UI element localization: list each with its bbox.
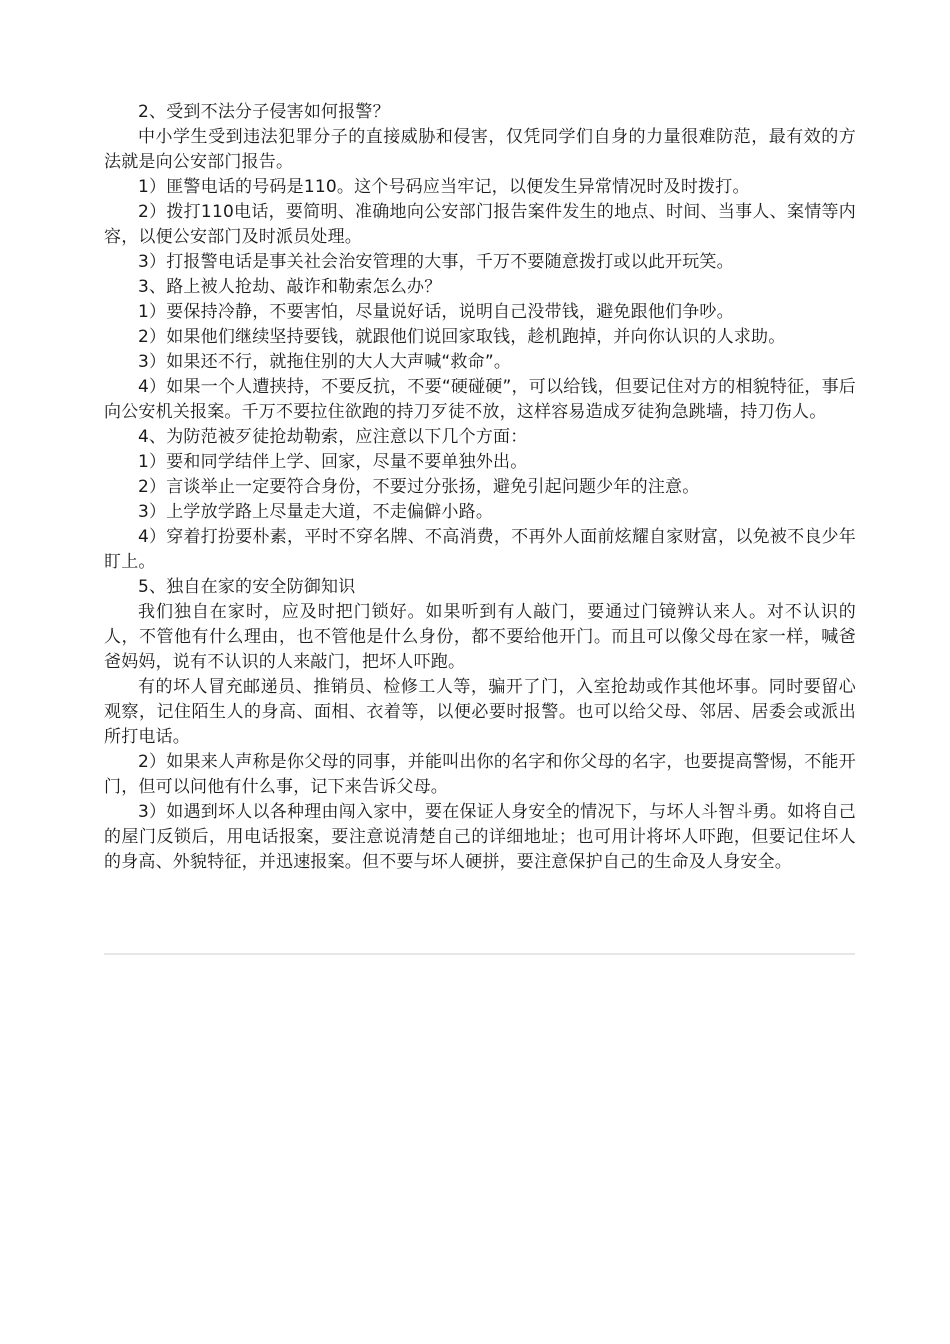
document-body	[104, 100, 856, 875]
page-divider	[104, 953, 855, 955]
list-item: 2）言谈举止一定要符合身份，不要过分张扬，避免引起问题少年的注意。	[138, 477, 700, 497]
list-item: 3）如遇到坏人以各种理由闯入家中，要在保证人身安全的情况下，与坏人斗智斗勇。如将自己的屋门反锁后，用电话报案，要注意说清楚自己的详细地址；也可用计将坏人吓跑，但要记住坏人的身高、外貌特征，并迅速报案。但不要与坏人硬拼，要注意保护自己的生命及人身安全。	[104, 802, 856, 872]
paragraph: 中小学生受到违法犯罪分子的直接威胁和侵害，仅凭同学们自身的力量很难防范，最有效的方法就是向公安部门报告。	[104, 127, 856, 172]
section-heading-robbery: 3、路上被人抢劫、敲诈和勒索怎么办？	[138, 277, 442, 297]
section-heading-prevention: 4、为防范被歹徒抢劫勒索，应注意以下几个方面：	[138, 427, 528, 447]
list-item: 2）如果来人声称是你父母的同事，并能叫出你的名字和你父母的名字，也要提高警惕，不能开门，但可以问他有什么事，记下来告诉父母。	[104, 752, 856, 797]
list-item: 3）上学放学路上尽量走大道，不走偏僻小路。	[138, 502, 494, 522]
list-item: 3）如果还不行，就拖住别的大人大声喊“救命”。	[138, 352, 512, 372]
section-heading-home-alone: 5、独自在家的安全防御知识	[138, 577, 356, 597]
paragraph: 有的坏人冒充邮递员、推销员、检修工人等，骗开了门，入室抢劫或作其他坏事。同时要留心观察，记住陌生人的身高、面相、衣着等，以便必要时报警。也可以给父母、邻居、居委会或派出所打电话。	[104, 677, 856, 747]
list-item: 3）打报警电话是事关社会治安管理的大事，千万不要随意拨打或以此开玩笑。	[138, 252, 734, 272]
paragraph: 我们独自在家时，应及时把门锁好。如果听到有人敲门，要通过门镜辨认来人。对不认识的人，不管他有什么理由，也不管他是什么身份，都不要给他开门。而且可以像父母在家一样，喊爸爸妈妈，说有不认识的人来敲门，把坏人吓跑。	[104, 602, 856, 672]
list-item: 1）要和同学结伴上学、回家，尽量不要单独外出。	[138, 452, 528, 472]
list-item: 2）如果他们继续坚持要钱，就跟他们说回家取钱，趁机跑掉，并向你认识的人求助。	[138, 327, 786, 347]
list-item: 1）要保持冷静，不要害怕，尽量说好话，说明自己没带钱，避免跟他们争吵。	[138, 302, 734, 322]
list-item: 2）拨打110电话，要简明、准确地向公安部门报告案件发生的地点、时间、当事人、案情等内容，以便公安部门及时派员处理。	[104, 202, 856, 247]
list-item: 4）穿着打扮要朴素，平时不穿名牌、不高消费，不再外人面前炫耀自家财富，以免被不良少年盯上。	[104, 527, 856, 572]
list-item: 4）如果一个人遭挟持，不要反抗，不要“硬碰硬”，可以给钱，但要记住对方的相貌特征，事后向公安机关报案。千万不要拉住欲跑的持刀歹徒不放，这样容易造成歹徒狗急跳墙，持刀伤人。	[104, 377, 856, 422]
list-item: 1）匪警电话的号码是110。这个号码应当牢记，以便发生异常情况时及时拨打。	[138, 177, 750, 197]
section-heading-report-crime: 2、受到不法分子侵害如何报警？	[138, 102, 390, 122]
